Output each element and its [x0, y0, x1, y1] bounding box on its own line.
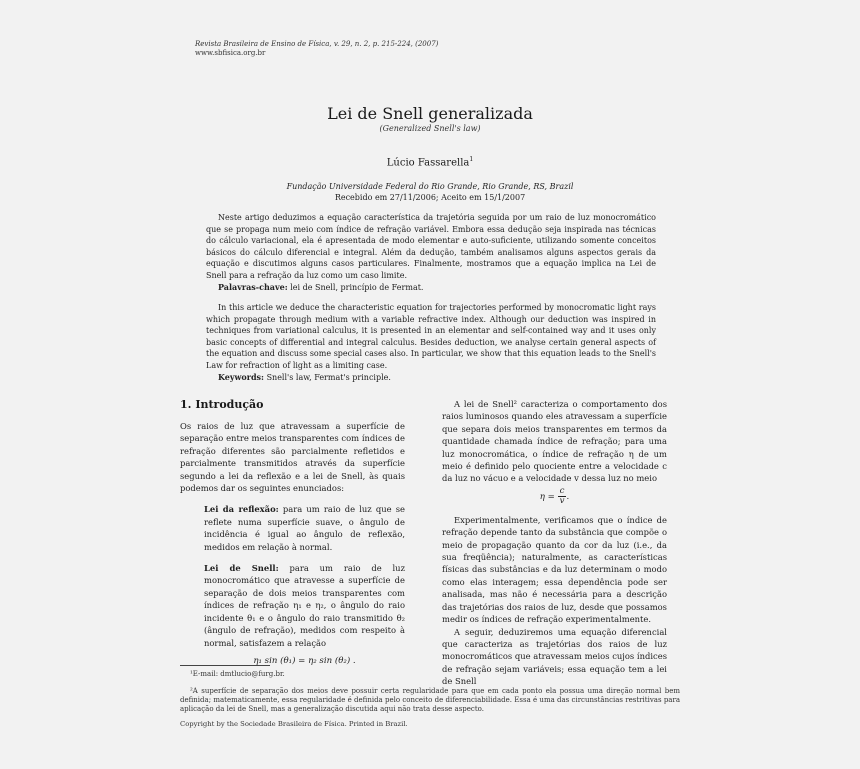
keywords-pt-label: Palavras-chave: [218, 281, 288, 292]
journal-url[interactable]: www.sbfisica.org.br [195, 49, 266, 57]
author-footnote-mark: 1 [469, 156, 474, 163]
author-name: Lúcio Fassarella [386, 157, 470, 169]
keywords-en-label: Keywords: [218, 371, 265, 382]
copyright-notice: Copyright by the Sociedade Brasileira de Física. Printed in Brazil. [180, 720, 408, 728]
refractive-index-equation [442, 487, 667, 506]
affiliation: Fundação Universidade Federal do Rio Grande, Rio Grande, RS, Brazil [286, 182, 574, 191]
snell-equation: η₁ sin (θ₁) = η₂ sin (θ₂) . [253, 655, 356, 666]
abstract-portuguese [206, 212, 656, 293]
paper-subtitle: (Generalized Snell's law) [379, 124, 481, 133]
author-line [0, 156, 860, 168]
keywords-en [206, 372, 656, 384]
eq-denominator: v [559, 495, 565, 506]
eq-lhs: η = [539, 491, 555, 502]
reflection-text: para um raio de luz que se reflete numa superfície suave, o ângulo de incidência é igual ao ângulo de reflexão, medidos em relação à normal. [204, 504, 405, 552]
footnote-rule [180, 665, 270, 666]
footnote-email: ¹E-mail: dmtlucio@furg.br. [190, 670, 285, 678]
snell-description-paragraph: A lei de Snell² caracteriza o comportamento dos raios luminosos quando eles atravessam a superfície que separa dois meios transparentes em termos da quantidade chamada índice de refração; para uma luz monocromática, o índice de refração η de um meio é definido pelo quociente entre a velocidade c da luz no vácuo e a velocidade v dessa luz no meio [442, 399, 667, 484]
experimental-paragraph: Experimentalmente, verificamos que o índice de refração depende tanto da substância que compõe o meio de propagação quanto da cor da luz (i.e., da sua freqüência); naturalmente, as características físicas das substâncias e da luz determinam o modo como elas interagem; essa dependência pode ser analisada, mas não é necessária para a descrição das trajetórias dos raios de luz, desde que possamos medir os índices de refração experimentalmente. [442, 514, 667, 625]
received-dates: Recebido em 27/11/2006; Aceito em 15/1/2007 [334, 193, 526, 202]
eq-period: . [566, 491, 570, 502]
journal-header [195, 40, 438, 58]
reflection-label: Lei da reflexão: [204, 504, 279, 515]
footnote-surface: ²A superfície de separação dos meios deve possuir certa regularidade para que em cada ponto ela possua uma direção normal bem definida; matematicamente, essa regularidade é definida pelo conceito de diferenciabilidade. Essa é uma das circunstâncias restritivas para aplicação da lei de Snell, mas a generalização discutida aqui não trata desse aspecto. [180, 687, 680, 713]
snell-label: Lei de Snell: [204, 563, 279, 574]
keywords-en-text: Snell's law, Fermat's principle. [266, 372, 391, 382]
keywords-pt [206, 282, 656, 294]
abstract-en-text: In this article we deduce the characteristic equation for trajectories performed by monocromatic light rays which propagate through medium with a variable refractive index. Although our deduction was inspired in techniques from variational calculus, it is presented in an elementar and self-contained way and it uses only basic concepts of differential and integral calculus. Besides deduction, we analyse certain general aspects of the equation and discuss some special cases also. In particular, we show that this equation leads to the Snell's Law for refraction of light as a limiting case. [206, 303, 656, 370]
abstract-pt-text: Neste artigo deduzimos a equação característica da trajetória seguida por um raio de luz monocromático que se propaga num meio com índice de refração variável. Embora essa dedução seja inspirada nas técnicas do cálculo variacional, ela é apresentada de modo elementar e auto-suficiente, utilizando somente conceitos básicos do cálculo diferencial e integral. Além da dedução, também analisamos alguns aspectos gerais da equação e discutimos alguns casos particulares. Finalmente, mostramos que a equação implica na Lei de Snell para a refração da luz como um caso limite. [206, 213, 656, 280]
snell-law-statement [204, 562, 405, 649]
section-heading-introduction: 1. Introdução [180, 398, 264, 411]
eq-numerator: c [558, 487, 567, 497]
journal-citation: Revista Brasileira de Ensino de Física, v. 29, n. 2, p. 215-224, (2007) [195, 40, 439, 48]
snell-text: para um raio de luz monocromático que atravesse a superfície de separação de dois meios transparentes com índices de refração η₁ e η₂, o ângulo do raio incidente θ₁ e o ângulo do raio transmitido θ₂ (ângulo de refração), medidos com respeito à normal, satisfazem a relação [204, 563, 405, 648]
abstract-english [206, 302, 656, 383]
paper-title: Lei de Snell generalizada [327, 104, 533, 123]
next-section-paragraph: A seguir, deduziremos uma equação diferencial que caracteriza as trajetórias dos raios de luz monocromáticos que atravessam meios cujos índices de refração sejam variáveis; essa equação tem a lei de Snell [442, 626, 667, 687]
law-of-reflection [204, 503, 405, 553]
intro-paragraph: Os raios de luz que atravessam a superfície de separação entre meios transparentes com índices de refração diferentes são parcialmente refletidos e parcialmente transmitidos através da superfície segundo a lei da reflexão e a lei de Snell, às quais podemos dar os seguintes enunciados: [180, 421, 405, 494]
right-column [442, 398, 667, 688]
left-column [180, 420, 405, 667]
keywords-pt-text: lei de Snell, princípio de Fermat. [290, 282, 424, 292]
